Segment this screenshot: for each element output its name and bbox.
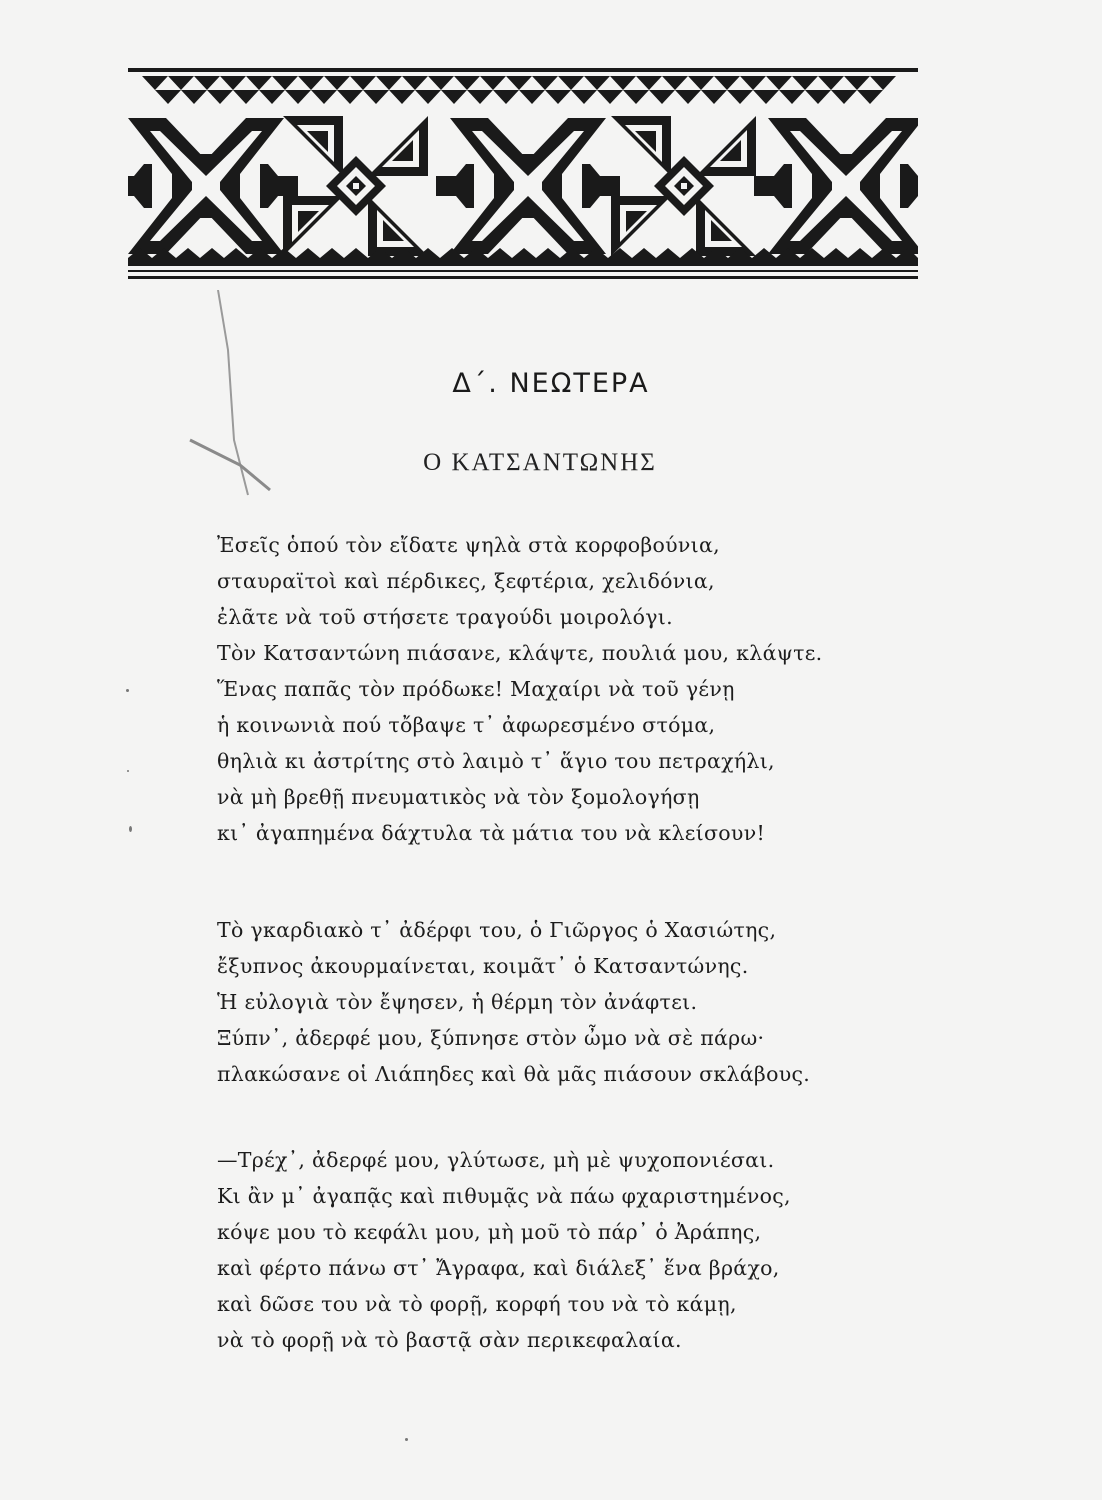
poem-line: Τὸ γκαρδιακὸ τ᾽ ἀδέρφι του, ὁ Γιῶργος ὁ Χασιώτης,: [217, 918, 777, 942]
poem-title: Ο ΚΑΤΣΑΝΤΩΝΗΣ: [423, 449, 657, 476]
section-heading: Δ΄. ΝΕΩΤΕΡΑ: [452, 368, 650, 399]
poem-line: καὶ φέρτο πάνω στ᾽ Ἄγραφα, καὶ διάλεξ᾽ ἕνα βράχο,: [217, 1256, 780, 1280]
poem-line: ἡ κοινωνιὰ πού τὄβαψε τ᾽ ἀφωρεσμένο στόμα,: [217, 713, 716, 737]
poem-line: νὰ τὸ φορῇ νὰ τὸ βαστᾷ σὰν περικεφαλαία.: [217, 1328, 682, 1352]
stanza-2: [217, 912, 937, 1092]
paper-speck: [126, 689, 129, 692]
poem-line: πλακώσανε οἱ Λιάπηδες καὶ θὰ μᾶς πιάσουν σκλάβους.: [217, 1062, 811, 1086]
decorative-kilim-ornament: [128, 66, 918, 284]
poem-line: Ξύπν᾽, ἀδερφέ μου, ξύπνησε στὸν ὦμο νὰ σὲ πάρω·: [217, 1026, 765, 1050]
poem-line: ἔξυπνος ἀκουρμαίνεται, κοιμᾶτ᾽ ὁ Κατσαντώνης.: [217, 954, 749, 978]
poem-line: —Τρέχ᾽, ἀδερφέ μου, γλύτωσε, μὴ μὲ ψυχοπονιέσαι.: [217, 1148, 775, 1172]
poem-line: Κι ἂν μ᾽ ἀγαπᾷς καὶ πιθυμᾷς νὰ πάω φχαριστημένος,: [217, 1184, 791, 1208]
stanza-1: [217, 527, 937, 851]
stanza-3: [217, 1142, 937, 1358]
pencil-mark: [170, 290, 290, 530]
paper-speck: [405, 1438, 408, 1441]
poem-line: νὰ μὴ βρεθῇ πνευματικὸς νὰ τὸν ξομολογήσῃ: [217, 785, 700, 809]
poem-line: Ἡ εὐλογιὰ τὸν ἔψησεν, ἡ θέρμη τὸν ἀνάφτει.: [217, 990, 698, 1014]
poem-line: Ἕνας παπᾶς τὸν πρόδωκε! Μαχαίρι νὰ τοῦ γένῃ: [217, 677, 735, 701]
paper-speck: [129, 826, 132, 832]
poem-line: σταυραϊτοὶ καὶ πέρδικες, ξεφτέρια, χελιδόνια,: [217, 569, 715, 593]
poem-line: Τὸν Κατσαντώνη πιάσανε, κλάψτε, πουλιά μου, κλάψτε.: [217, 641, 823, 665]
poem-line: ἐλᾶτε νὰ τοῦ στήσετε τραγούδι μοιρολόγι.: [217, 605, 673, 629]
paper-speck: [127, 770, 129, 772]
poem-line: καὶ δῶσε του νὰ τὸ φορῇ, κορφή του νὰ τὸ κάμῃ,: [217, 1292, 737, 1316]
poem-line: κόψε μου τὸ κεφάλι μου, μὴ μοῦ τὸ πάρ᾽ ὁ Ἀράπης,: [217, 1220, 762, 1244]
poem-line: Ἐσεῖς ὁπού τὸν εἴδατε ψηλὰ στὰ κορφοβούνια,: [217, 533, 720, 557]
poem-line: κι᾽ ἀγαπημένα δάχτυλα τὰ μάτια του νὰ κλείσουν!: [217, 821, 765, 845]
poem-line: θηλιὰ κι ἀστρίτης στὸ λαιμὸ τ᾽ ἅγιο του πετραχήλι,: [217, 749, 775, 773]
